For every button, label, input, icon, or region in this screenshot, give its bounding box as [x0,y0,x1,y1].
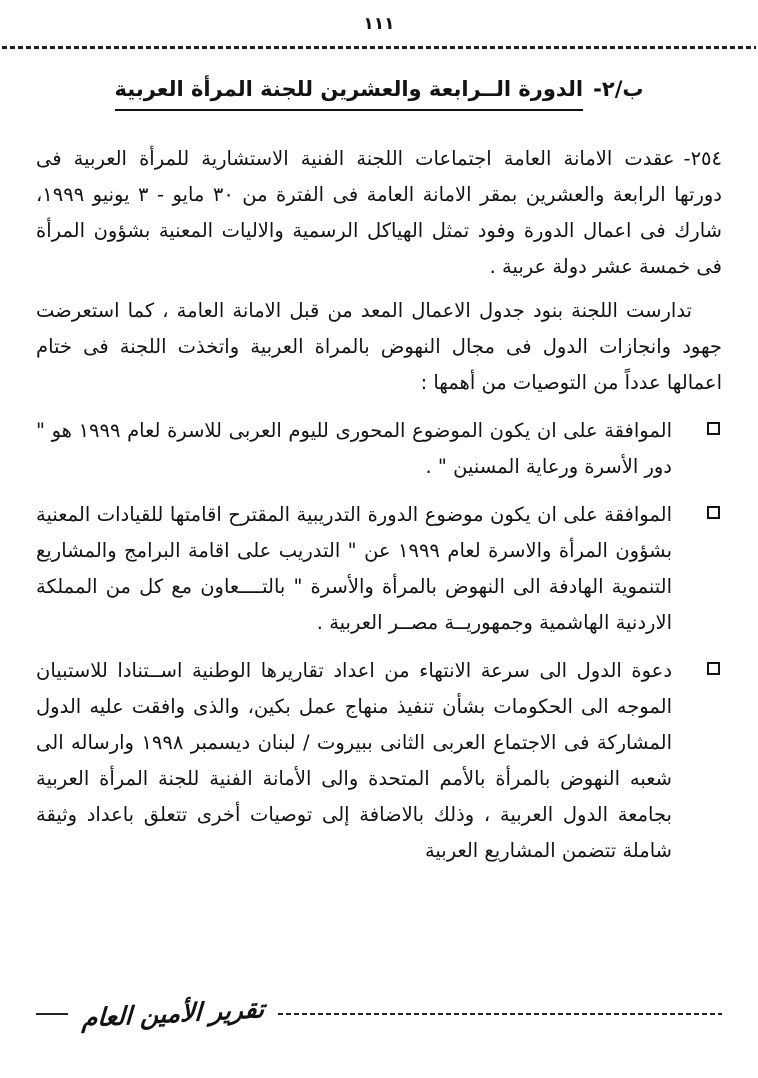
footer-dash [36,1013,68,1015]
page-number: ١١١ [363,14,395,34]
recommendations-list [36,413,722,869]
section-heading-title: الدورة الــرابعة والعشرين للجنة المرأة العربية [115,77,584,111]
paragraph-intro [36,293,722,401]
square-bullet-icon [707,662,720,675]
paragraph-number: ٢٥٤- [683,147,722,170]
list-item-text: دعوة الدول الى سرعة الانتهاء من اعداد تقاريرها الوطنية اســتنادا للاستبيان الموجه الى الحكومات بشأن تنفيذ منهاج عمل بكين، والذى وافقت عليه الدول المشاركة فى الاجتماع العربى الثانى ببيروت / لبنان ديسمبر ١٩٩٨ وارساله الى شعبه النهوض بالمرأة بالأمم المتحدة والى الأمانة الفنية للجنة المرأة العربية بجامعة الدول العربية ، وذلك بالاضافة إلى توصيات أخرى تتعلق باعداد وثيقة شاملة تتضمن المشاريع العربية [36,659,672,862]
paragraph-254 [36,141,722,285]
page-footer [36,994,722,1033]
square-bullet-icon [707,506,720,519]
list-item [36,653,722,869]
section-heading [36,77,722,111]
top-divider [2,46,756,49]
paragraph-text: تدارست اللجنة بنود جدول الاعمال المعد من قبل الامانة العامة ، كما استعرضت جهود وانجازات الدول فى مجال النهوض بالمراة العربية واتخذت اللجنة فى ختام اعمالها عدداً من التوصيات من أهمها : [36,299,722,394]
section-heading-prefix: ب/٢- [593,77,644,101]
footer-divider [278,1013,722,1015]
paragraph-text: عقدت الامانة العامة اجتماعات اللجنة الفنية الاستشارية للمرأة العربية فى دورتها الرابعة والعشرين بمقر الامانة العامة فى الفترة من ٣٠ مايو - ٣ يونيو ١٩٩٩، شارك فى اعمال الدورة وفود تمثل الهياكل الرسمية والاليات المعنية بشؤون المرأة فى خمسة عشر دولة عربية . [36,147,722,278]
document-body [36,141,722,869]
square-bullet-icon [707,422,720,435]
list-item-text: الموافقة على ان يكون موضوع الدورة التدريبية المقترح اقامتها للقيادات المعنية بشؤون المرأة والاسرة لعام ١٩٩٩ عن " التدريب على اقامة البرامج والمشاريع التنموية الهادفة الى النهوض بالمرأة والأسرة " بالتــــعاون مع كل من المملكة الاردنية الهاشمية وجمهوريــة مصــر العربية . [36,503,672,634]
list-item-text: الموافقة على ان يكون الموضوع المحورى لليوم العربى للاسرة لعام ١٩٩٩ هو " دور الأسرة ورعاية المسنين " . [36,419,672,478]
footer-signature: تقرير الأمين العام [81,994,266,1033]
list-item [36,413,722,485]
list-item [36,497,722,641]
